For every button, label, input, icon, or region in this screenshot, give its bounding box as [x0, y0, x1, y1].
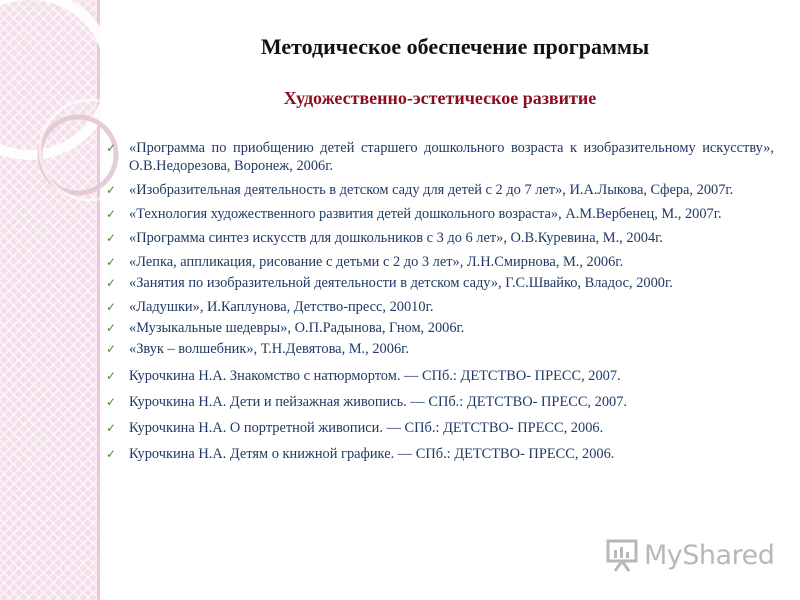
list-item: [102, 340, 774, 358]
list-item-text: «Ладушки», И.Каплунова, Детство-пресс, 20010г.: [129, 299, 434, 315]
checkmark-icon: ✓: [106, 207, 117, 221]
list-item: [102, 419, 774, 437]
list-item-text: Курочкина Н.А. О портретной живописи. — СПб.: ДЕТСТВО- ПРЕСС, 2006.: [129, 420, 604, 436]
checkmark-icon: ✓: [106, 342, 117, 356]
list-item: [102, 274, 774, 292]
bibliography-list: [102, 139, 774, 463]
checkmark-icon: ✓: [106, 421, 117, 435]
section-subtitle: Художественно-эстетическое развитие: [283, 88, 597, 108]
checkmark-icon: ✓: [106, 255, 117, 269]
list-item-text: Курочкина Н.А. Дети и пейзажная живопись. — СПб.: ДЕТСТВО- ПРЕСС, 2007.: [129, 394, 628, 410]
list-item: [102, 229, 774, 247]
checkmark-icon: ✓: [106, 300, 117, 314]
checkmark-icon: ✓: [106, 395, 117, 409]
checkmark-icon: ✓: [106, 447, 117, 461]
list-item: [102, 298, 774, 316]
list-item-text: Курочкина Н.А. Детям о книжной графике. — СПб.: ДЕТСТВО- ПРЕСС, 2006.: [129, 446, 615, 462]
list-item: [102, 181, 774, 199]
list-item-text: «Лепка, аппликация, рисование с детьми с 2 до 3 лет», Л.Н.Смирнова, М., 2006г.: [129, 254, 624, 270]
watermark-text: MyShared: [644, 539, 775, 571]
list-item: [102, 205, 774, 223]
checkmark-icon: ✓: [106, 276, 117, 290]
checkmark-icon: ✓: [106, 369, 117, 383]
list-item-text: «Звук – волшебник», Т.Н.Девятова, М., 2006г.: [129, 341, 410, 357]
list-item-text: «Музыкальные шедевры», О.П.Радынова, Гном, 2006г.: [129, 320, 465, 336]
list-item: [102, 253, 774, 271]
list-item-text: «Занятия по изобразительной деятельности в детском саду», Г.С.Швайко, Владос, 2000г.: [129, 275, 673, 291]
list-item: [102, 139, 774, 175]
checkmark-icon: ✓: [106, 321, 117, 335]
list-item: [102, 393, 774, 411]
page-title: Методическое обеспечение программы: [260, 34, 650, 59]
list-item: [102, 445, 774, 463]
list-item-text: «Изобразительная деятельность в детском саду для детей с 2 до 7 лет», И.А.Лыкова, Сфера, 2007г.: [129, 182, 734, 198]
list-item: [102, 319, 774, 337]
list-item: [102, 367, 774, 385]
list-item-text: Курочкина Н.А. Знакомство с натюрмортом. — СПб.: ДЕТСТВО- ПРЕСС, 2007.: [129, 368, 621, 384]
myshared-watermark[interactable]: [606, 537, 774, 573]
checkmark-icon: ✓: [106, 141, 117, 155]
checkmark-icon: ✓: [106, 183, 117, 197]
presentation-board-icon: [606, 538, 638, 572]
checkmark-icon: ✓: [106, 231, 117, 245]
list-item-text: «Программа по приобщению детей старшего дошкольного возраста к изобразительному искусству», О.В.Недорезова, Воронеж, 2006г.: [129, 140, 774, 174]
list-item-text: «Программа синтез искусств для дошкольников с 3 до 6 лет», О.В.Куревина, М., 2004г.: [129, 230, 664, 246]
list-item-text: «Технология художественного развития детей дошкольного возраста», А.М.Вербенец, М., 2007г.: [129, 206, 722, 222]
